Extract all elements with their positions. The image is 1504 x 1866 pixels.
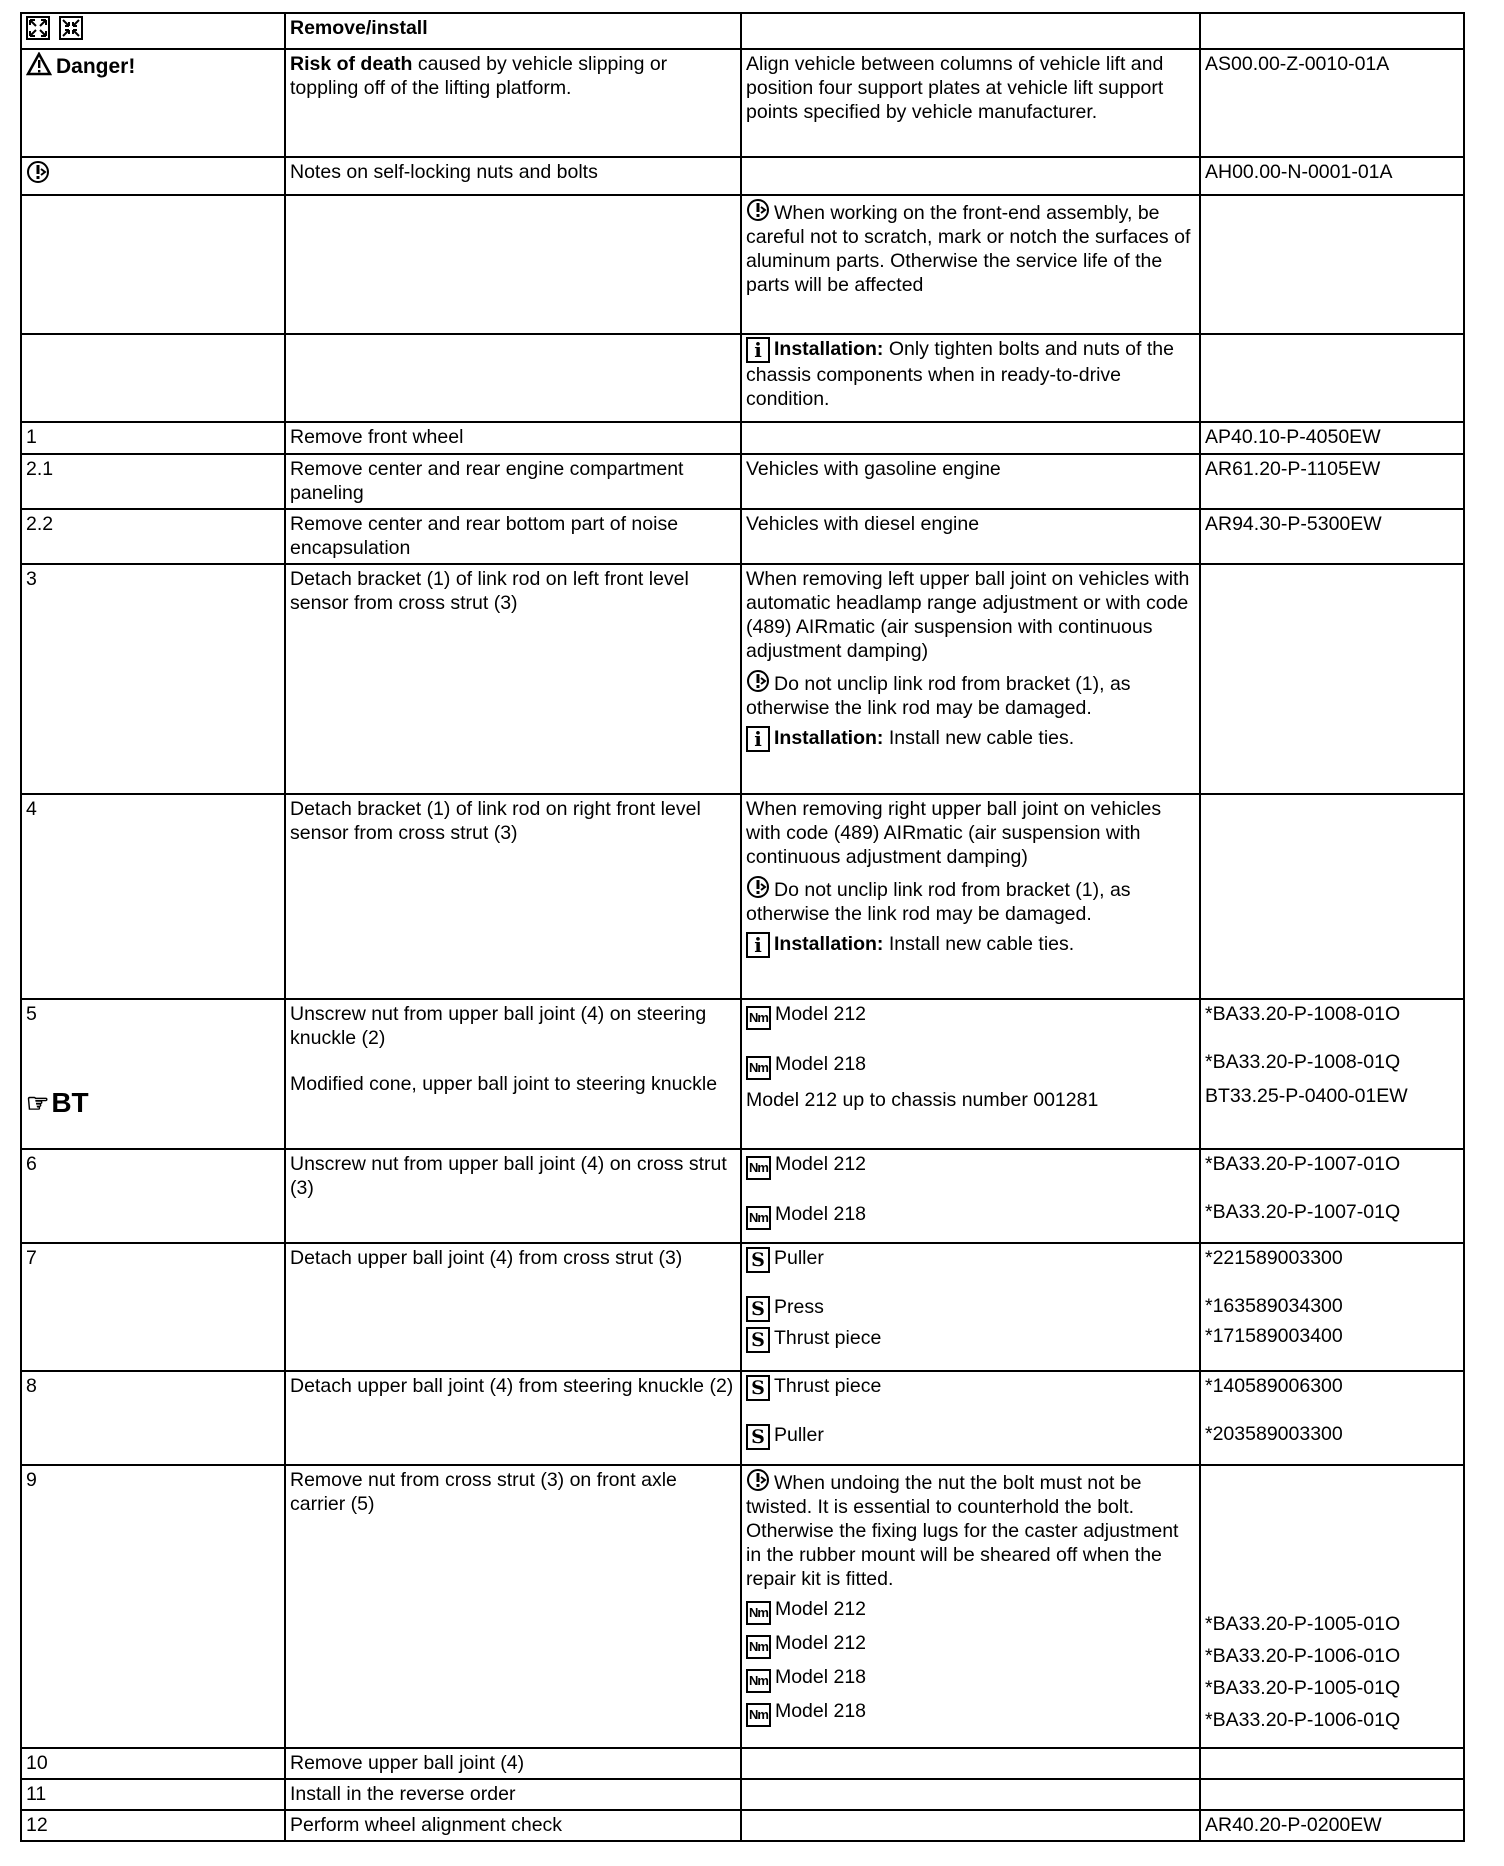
- caution-circle-icon: [746, 875, 770, 899]
- special-tool-icon: S: [746, 1375, 770, 1401]
- expand-icon[interactable]: [26, 16, 50, 40]
- header-row: [21, 13, 1464, 49]
- caution-circle-icon: [746, 669, 770, 693]
- danger-row: [21, 49, 1464, 157]
- torque-nm-icon: Nm: [746, 1601, 771, 1625]
- pointing-hand-icon: ☞: [26, 1088, 50, 1118]
- caution-circle-icon: [26, 160, 50, 184]
- torque-nm-icon: Nm: [746, 1156, 771, 1180]
- notes-row: [21, 157, 1464, 195]
- danger-label: Danger!: [56, 55, 136, 78]
- collapse-icon[interactable]: [59, 16, 83, 40]
- step-row: 12 Perform wheel alignment check AR40.20-P-0200EW: [21, 1810, 1464, 1841]
- danger-ref[interactable]: AS00.00-Z-0010-01A: [1200, 49, 1464, 157]
- notes-text: Notes on self-locking nuts and bolts: [285, 157, 741, 195]
- risk-bold: Risk of death: [290, 53, 413, 75]
- step-row: 2.1 Remove center and rear engine compartment paneling Vehicles with gasoline engine AR61.20-P-1105EW: [21, 454, 1464, 509]
- caution-circle-icon: [746, 198, 770, 222]
- danger-instruction: Align vehicle between columns of vehicle lift and position four support plates at vehicle lift support points specified by vehicle manufacturer.: [741, 49, 1200, 157]
- procedure-table: [20, 12, 1465, 1842]
- torque-nm-icon: Nm: [746, 1206, 771, 1230]
- torque-nm-icon: Nm: [746, 1669, 771, 1693]
- info-box-icon: i: [746, 726, 770, 752]
- warning-triangle-icon: [26, 52, 52, 76]
- step-row: 10 Remove upper ball joint (4): [21, 1748, 1464, 1779]
- step-row: 2.2 Remove center and rear bottom part of noise encapsulation Vehicles with diesel engine AR94.30-P-5300EW: [21, 509, 1464, 564]
- step-row: 3 Detach bracket (1) of link rod on left front level sensor from cross strut (3) When removing left upper ball joint on vehicles with automatic headlamp range adjustment or with code (489) AIRmatic (air suspension with continuous adjustment damping) Do not unclip link rod from bracket (1), as otherwise the link rod may be damaged. i Installation: Install new cable ties.: [21, 564, 1464, 794]
- step-row: 9 Remove nut from cross strut (3) on front axle carrier (5) When undoing the nut the bolt must not be twisted. It is essential to counterhold the bolt. Otherwise the fixing lugs for the caster adjustment in the rubber mount will be sheared off when the repair kit is fitted. Nm Model 212 Nm Model 212 Nm Model 218 Nm Model 218 *BA33.20-P-1005-01O *BA33.20-P-1006-01O *BA33.20-P-1005-01Q *BA33.20-P-1006-01Q: [21, 1465, 1464, 1748]
- caution-circle-icon: [746, 1468, 770, 1492]
- step-row: 8 Detach upper ball joint (4) from steering knuckle (2) S Thrust piece S Puller *140589006300 *203589003300: [21, 1371, 1464, 1465]
- step-row: 7 Detach upper ball joint (4) from cross strut (3) S Puller S Press S Thrust piece *221589003300 *163589034300 *171589003400: [21, 1243, 1464, 1371]
- special-tool-icon: S: [746, 1296, 770, 1322]
- step-row: 1 Remove front wheel AP40.10-P-4050EW: [21, 422, 1464, 454]
- info-box-icon: i: [746, 337, 770, 363]
- installation-row: i Installation: Only tighten bolts and nuts of the chassis components when in ready-to-drive condition.: [21, 334, 1464, 422]
- notes-ref[interactable]: AH00.00-N-0001-01A: [1200, 157, 1464, 195]
- torque-nm-icon: Nm: [746, 1703, 771, 1727]
- page-title: Remove/install: [285, 13, 741, 49]
- step-row: 11 Install in the reverse order: [21, 1779, 1464, 1810]
- step-row: 6 Unscrew nut from upper ball joint (4) on cross strut (3) Nm Model 212 Nm Model 218 *BA33.20-P-1007-01O *BA33.20-P-1007-01Q: [21, 1149, 1464, 1243]
- step-row: 4 Detach bracket (1) of link rod on right front level sensor from cross strut (3) When removing right upper ball joint on vehicles with code (489) AIRmatic (air suspension with continuous adjustment damping) Do not unclip link rod from bracket (1), as otherwise the link rod may be damaged. i Installation: Install new cable ties.: [21, 794, 1464, 999]
- special-tool-icon: S: [746, 1247, 770, 1273]
- caution-front-note: When working on the front-end assembly, be careful not to scratch, mark or notch the surfaces of aluminum parts. Otherwise the service life of the parts will be affected: [746, 198, 1195, 297]
- risk-text: caused by vehicle slipping or toppling off of the lifting platform.: [290, 53, 668, 99]
- special-tool-icon: S: [746, 1327, 770, 1353]
- info-box-icon: i: [746, 932, 770, 958]
- step-row: 5 ☞BT Unscrew nut from upper ball joint (4) on steering knuckle (2) Modified cone, upper ball joint to steering knuckle Nm Model 212 Nm Model 218 Model 212 up to chassis number 001281 *BA33.20-P-1008-01O *BA33.20-P-1008-01Q BT33.25-P-0400-01EW: [21, 999, 1464, 1149]
- special-tool-icon: S: [746, 1424, 770, 1450]
- torque-nm-icon: Nm: [746, 1006, 771, 1030]
- caution-front-row: [21, 195, 1464, 334]
- torque-nm-icon: Nm: [746, 1635, 771, 1659]
- torque-nm-icon: Nm: [746, 1056, 771, 1080]
